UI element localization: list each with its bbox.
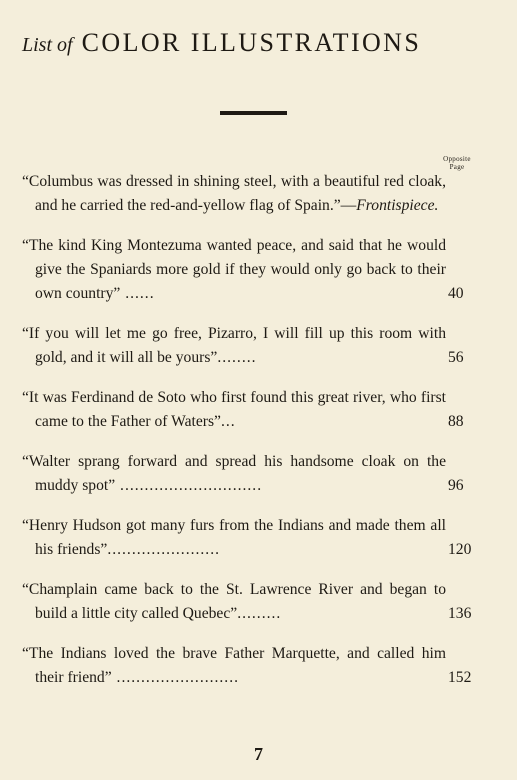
list-item: [22, 450, 488, 498]
opposite-page-header: [427, 155, 487, 171]
entry-caption: “Walter sprang forward and spread his handsome cloak on the muddy spot”: [22, 453, 446, 494]
entry-page-number: 56: [448, 349, 464, 366]
list-item: [22, 642, 488, 690]
entry-caption: “Champlain came back to the St. Lawrence River and began to build a little city called Quebec”: [22, 581, 446, 622]
illustration-list: [22, 170, 488, 706]
heading-lead: List of: [22, 34, 73, 56]
entry-leader: .......................: [107, 541, 220, 558]
entry-page-number: 96: [448, 477, 464, 494]
entry-page-number: 40: [448, 285, 464, 302]
entry-leader: .............................: [115, 477, 263, 494]
list-item: [22, 514, 488, 562]
list-item: [22, 386, 488, 434]
list-item: [22, 578, 488, 626]
opposite-page-header-line2: Page: [449, 163, 465, 171]
heading-rule: [220, 111, 287, 115]
entry-leader: ...: [220, 413, 236, 430]
entry-caption: “It was Ferdinand de Soto who first found this great river, who first came to the Father of Waters”: [22, 389, 446, 430]
entry-page-number: 136: [448, 605, 472, 622]
page-number: 7: [254, 744, 263, 764]
opposite-page-header-line1: Opposite: [443, 155, 471, 163]
entry-caption: “The kind King Montezuma wanted peace, and said that he would give the Spaniards more gold if they would only go back to their own country”: [22, 237, 446, 302]
entry-caption: “Columbus was dressed in shining steel, with a beautiful red cloak, and he carried the red-and-yellow flag of Spain.”—: [22, 173, 446, 214]
entry-caption: “The Indians loved the brave Father Marquette, and called him their friend”: [22, 645, 446, 686]
page-heading: [22, 28, 421, 58]
entry-caption-italic: Frontispiece.: [356, 197, 439, 214]
entry-leader: ......: [120, 285, 155, 302]
entry-leader: ........: [217, 349, 257, 366]
list-item: [22, 234, 488, 306]
entry-page-number: 152: [448, 669, 472, 686]
entry-caption: “If you will let me go free, Pizarro, I will fill up this room with gold, and it will all be yours”: [22, 325, 446, 366]
list-item: [22, 322, 488, 370]
heading-main: COLOR ILLUSTRATIONS: [81, 28, 422, 57]
list-item: [22, 170, 488, 218]
entry-page-number: 120: [448, 541, 472, 558]
entry-page-number: 88: [448, 413, 464, 430]
entry-leader: .........................: [111, 669, 239, 686]
entry-leader: .........: [237, 605, 282, 622]
entry-caption: “Henry Hudson got many furs from the Indians and made them all his friends”: [22, 517, 446, 558]
